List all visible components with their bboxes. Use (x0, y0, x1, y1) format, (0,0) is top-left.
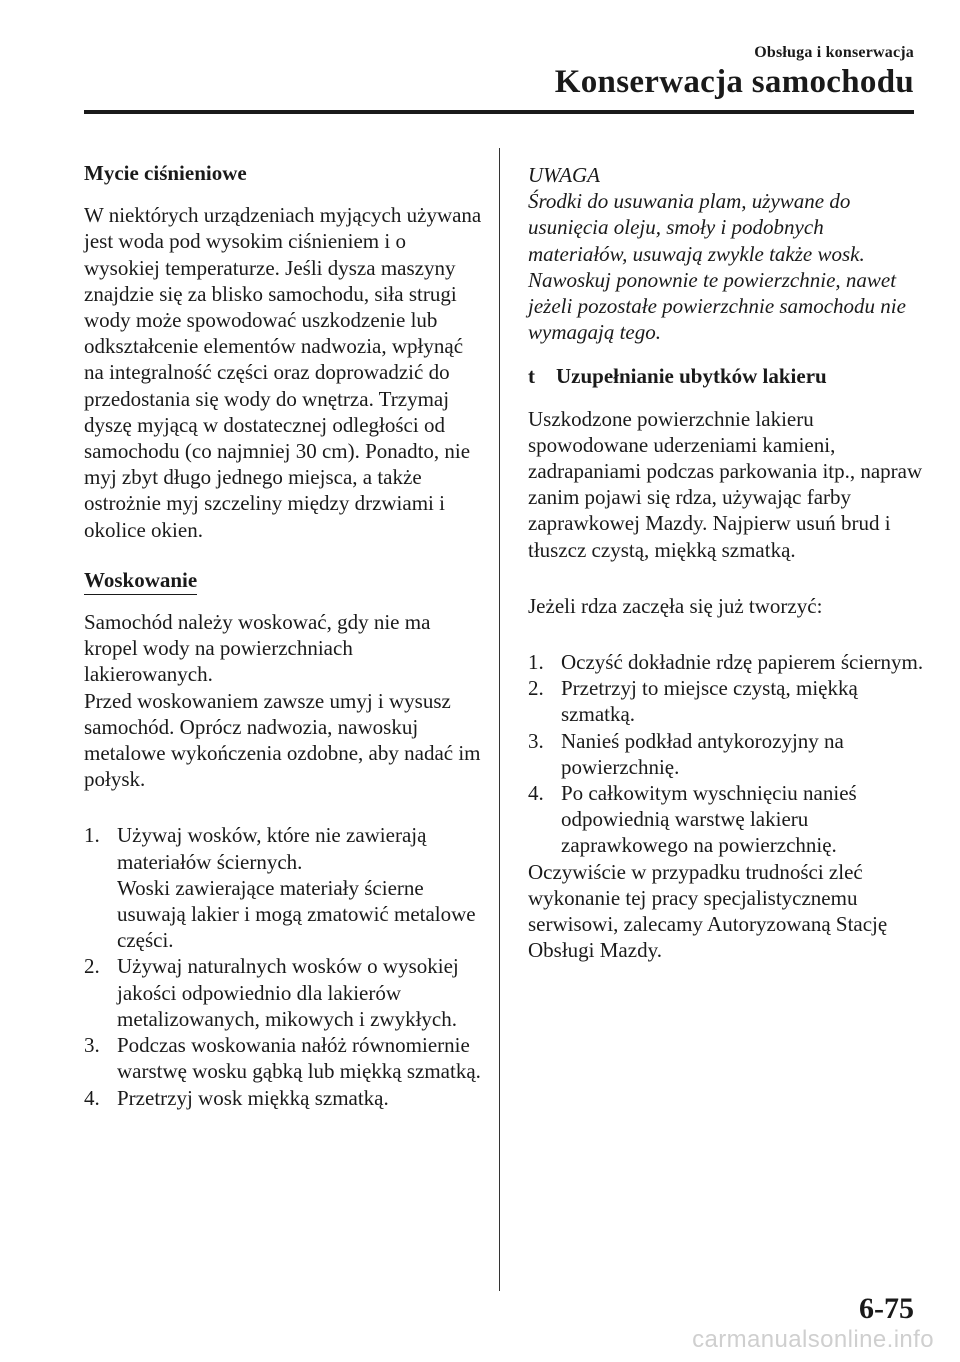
list-item (528, 649, 928, 675)
list-text: Nanieś podkład antykorozyjny na powierzchnię. (561, 728, 844, 779)
list-item (84, 1032, 484, 1084)
list-number: 1. (528, 650, 544, 675)
list-text: Po całkowitym wyschnięciu nanieś odpowiednią warstwę lakieru zaprawkowego na powierzchnię. (561, 781, 857, 858)
section-bullet-icon: t (528, 364, 535, 389)
list-item (528, 780, 928, 859)
list-text: Przetrzyj wosk miękką szmatką. (117, 1085, 389, 1110)
list-number: 2. (84, 954, 100, 979)
touchup-text-1: Uszkodzone powierzchnie lakieru spowodowane uderzeniami kamieni, zadrapaniami podczas parkowania itp., napraw zanim pojawi się rdza, używając farby zaprawkowej Mazdy. Najpierw usuń brud i tłuszcz czystą, miękką szmatką. (528, 406, 923, 562)
waxing-text-1: Samochód należy woskować, gdy nie ma kropel wody na powierzchniach lakierowanych. (84, 610, 431, 687)
watermark: carmanualsonline.info (692, 1326, 934, 1353)
list-text: Oczyść dokładnie rdzę papierem ściernym. (561, 650, 924, 675)
right-column (528, 162, 928, 977)
list-number: 3. (528, 728, 544, 753)
touchup-text-3: Oczywiście w przypadku trudności zleć wykonanie tej pracy specjalistycznemu serwisowi, zalecamy Autoryzowaną Stację Obsługi Mazdy. (528, 859, 888, 963)
left-column (84, 160, 484, 1111)
list-text: Podczas woskowania nałóż równomiernie warstwę wosku gąbką lub miękką szmatką. (117, 1033, 481, 1084)
header-section: Obsługa i konserwacja (754, 44, 914, 61)
list-item (528, 728, 928, 780)
list-number: 2. (528, 676, 544, 701)
touchup-list (528, 649, 928, 859)
waxing-text-2: Przed woskowaniem zawsze umyj i wysusz samochód. Oprócz nadwozia, nawoskuj metalowe wykończenia ozdobne, aby nadać im połysk. (84, 688, 481, 792)
pressure-wash-text: W niektórych urządzeniach myjących używana jest woda pod wysokim ciśnieniem i o wysokiej temperaturze. Jeśli dysza maszyny znajdzie się za blisko samochodu, siła strugi wody może spowodować uszkodzenie lub odkształcenie elementów nadwozia, wpłynąć na integralność części oraz doprowadzić do przedostania się wody do wnętrza. Trzymaj dyszę myjącą w dostatecznej odległości od samochodu (co najmniej 30 cm). Ponadto, nie myj zbyt długo jednego miejsca, a także ostrożnie myj szczeliny między drzwiami i okolice okien. (84, 203, 482, 542)
list-item (84, 953, 484, 1032)
list-item (528, 675, 928, 727)
list-text: Używaj wosków, które nie zawierają materiałów ściernych. (117, 823, 427, 874)
list-item (84, 822, 484, 953)
note-text: Środki do usuwania plam, używane do usunięcia oleju, smoły i podobnych materiałów, usuwają zwykle także wosk. Nawoskuj ponownie te powierzchnie, nawet jeżeli pozostałe powierzchnie samochodu nie wymagają tego. (528, 189, 906, 345)
page-title: Konserwacja samochodu (554, 64, 914, 100)
list-text: Używaj naturalnych wosków o wysokiej jakości odpowiednio dla lakierów metalizowanych, mikowych i zwykłych. (117, 954, 459, 1031)
list-number: 4. (528, 781, 544, 806)
list-number: 4. (84, 1085, 100, 1110)
note-box (528, 162, 928, 345)
touchup-text-2: Jeżeli rdza zaczęła się już tworzyć: (528, 593, 823, 618)
note-label: UWAGA (528, 163, 601, 187)
list-text: Woski zawierające materiały ścierne usuwają lakier i mogą zmatowić metalowe części. (117, 875, 476, 953)
list-item (84, 1085, 484, 1111)
list-text: Przetrzyj to miejsce czystą, miękką szmatką. (561, 676, 858, 727)
touchup-title (528, 363, 928, 389)
header-rule (84, 110, 914, 114)
list-number: 1. (84, 823, 100, 848)
pressure-wash-title: Mycie ciśnieniowe (84, 161, 247, 185)
list-number: 3. (84, 1033, 100, 1058)
touchup-title-text: Uzupełnianie ubytków lakieru (556, 364, 827, 389)
column-divider (499, 148, 500, 1291)
waxing-list (84, 822, 484, 1110)
waxing-title: Woskowanie (84, 567, 197, 595)
page-number: 6-75 (859, 1292, 914, 1325)
